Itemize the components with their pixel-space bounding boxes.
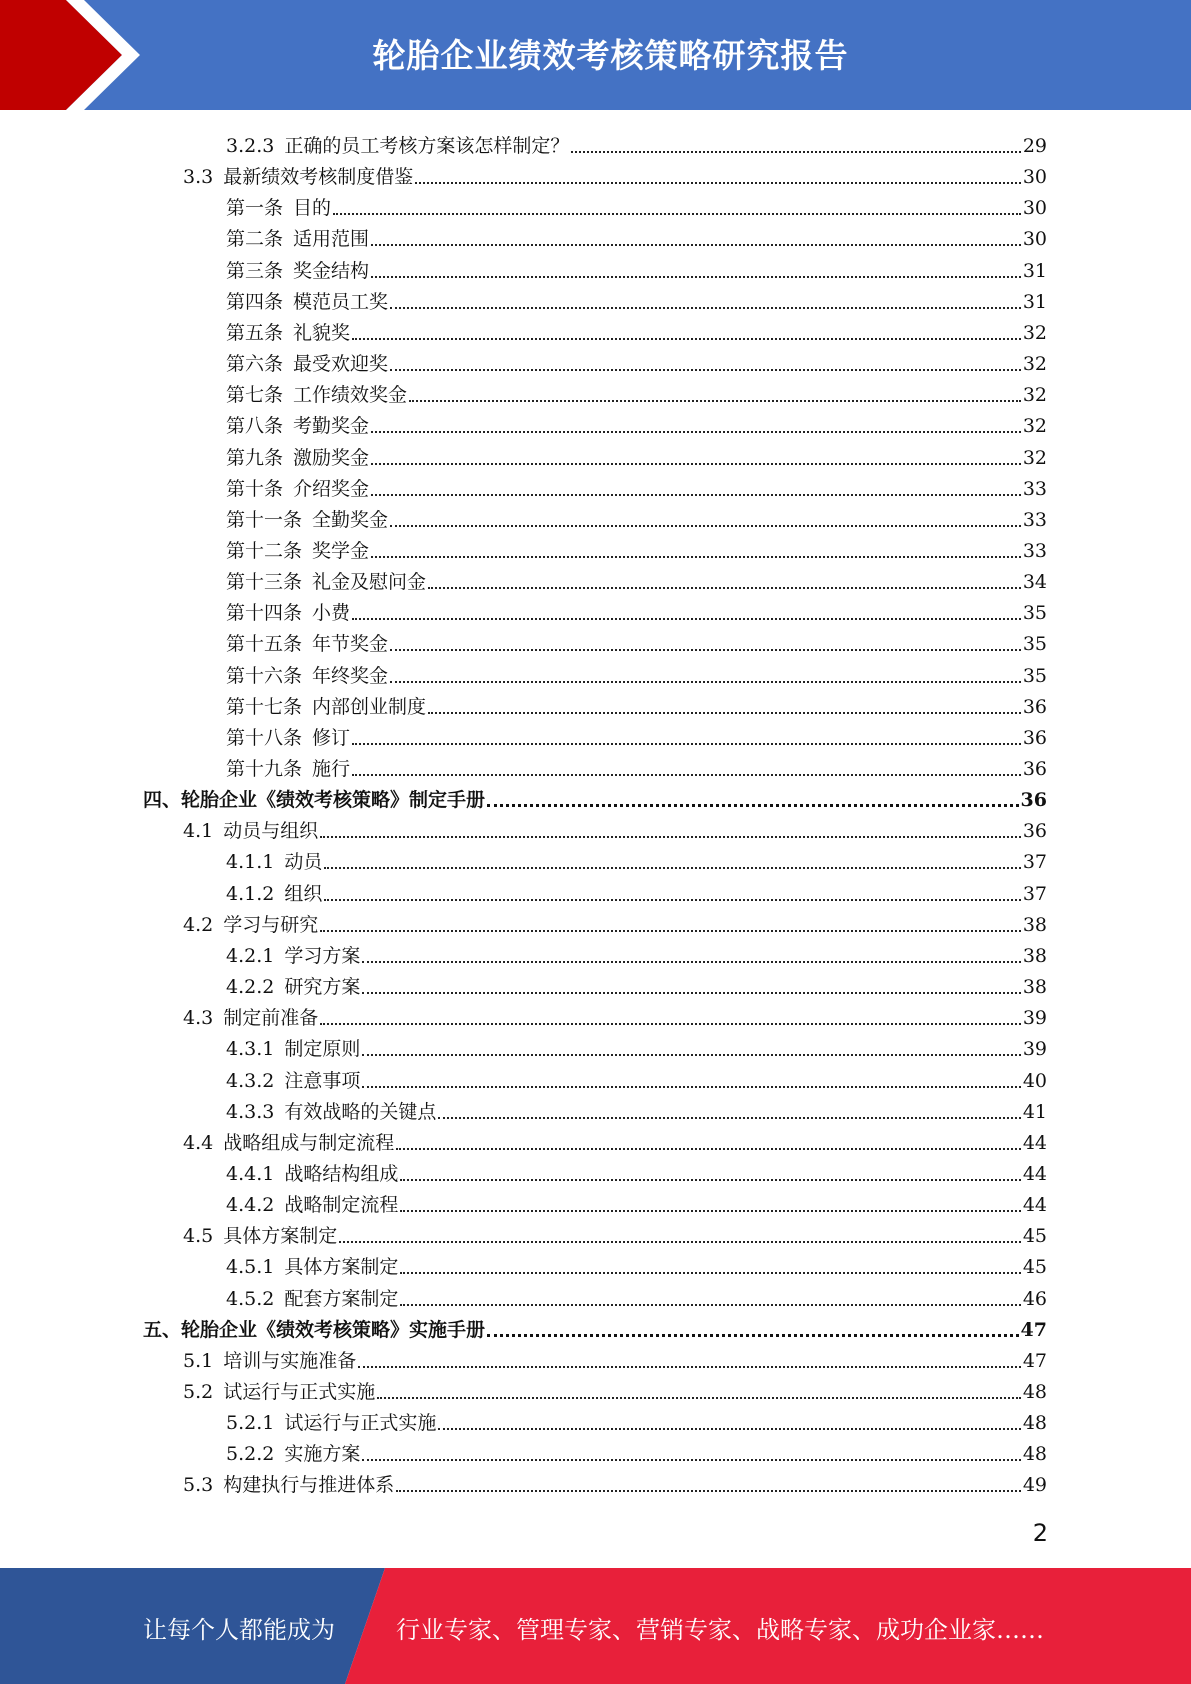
toc-entry-title: 研究方案 (284, 976, 361, 998)
toc-entry-title: 制定前准备 (223, 1007, 319, 1029)
toc-dot-leader (324, 899, 1020, 901)
toc-dot-leader (352, 743, 1021, 745)
toc-dot-leader (415, 182, 1021, 184)
toc-entry-title: 战略组成与制定流程 (223, 1132, 395, 1154)
toc-dot-leader (371, 276, 1021, 278)
toc-entry-title: 具体方案制定 (284, 1256, 399, 1278)
toc-entry-number: 4.1.1 (226, 851, 275, 873)
toc-entry-label (226, 1069, 360, 1094)
toc-entry-page: 36 (1022, 820, 1047, 842)
toc-entry-number: 第三条 (226, 260, 284, 282)
toc-entry[interactable] (226, 1281, 1047, 1312)
toc-entry-title: 施行 (312, 758, 351, 780)
toc-dot-leader (371, 244, 1021, 246)
toc-entry-label (226, 227, 369, 252)
toc-entry[interactable] (226, 1405, 1047, 1436)
toc-dot-leader (428, 712, 1021, 714)
toc-entry-number: 5.1 (183, 1350, 214, 1372)
toc-entry-title: 适用范围 (293, 228, 370, 250)
toc-entry-label (226, 850, 322, 875)
toc-entry-number: 4.5.1 (226, 1256, 275, 1278)
toc-entry-page: 32 (1022, 322, 1047, 344)
toc-entry-label (226, 1411, 436, 1436)
toc-entry[interactable] (226, 1187, 1047, 1218)
toc-entry[interactable] (226, 1156, 1047, 1187)
toc-entry[interactable] (226, 1436, 1047, 1467)
toc-entry-title: 动员与组织 (223, 820, 319, 842)
toc-entry-page: 45 (1022, 1256, 1047, 1278)
toc-entry[interactable] (143, 782, 1047, 813)
toc-entry-number: 第十九条 (226, 758, 303, 780)
toc-entry-page: 48 (1022, 1381, 1047, 1403)
toc-entry-number: 4.4 (183, 1132, 214, 1154)
toc-dot-leader (320, 836, 1021, 838)
page-number: 2 (1032, 1519, 1048, 1547)
toc-entry-title: 学习与研究 (223, 914, 319, 936)
toc-entry-title: 考勤奖金 (293, 415, 370, 437)
toc-entry-label (226, 975, 360, 1000)
toc-dot-leader (390, 369, 1021, 371)
toc-entry[interactable] (183, 1125, 1047, 1156)
toc-entry-title: 模范员工奖 (293, 291, 389, 313)
toc-entry-title: 正确的员工考核方案该怎样制定？ (284, 135, 570, 157)
toc-entry-label (143, 788, 485, 813)
toc-entry-label (226, 508, 388, 533)
toc-entry-number: 第十一条 (226, 509, 303, 531)
toc-entry[interactable] (226, 938, 1047, 969)
toc-entry-number: 4.2.2 (226, 976, 275, 998)
toc-dot-leader (352, 618, 1021, 620)
toc-entry-page: 32 (1022, 415, 1047, 437)
toc-dot-leader (390, 649, 1021, 651)
toc-entry-title: 有效战略的关键点 (284, 1101, 437, 1123)
toc-entry-page: 36 (1022, 758, 1047, 780)
toc-entry-label (226, 632, 388, 657)
toc-entry[interactable] (226, 471, 1047, 502)
toc-entry-page: 34 (1022, 571, 1047, 593)
toc-entry-page: 48 (1022, 1412, 1047, 1434)
toc-entry-page: 44 (1022, 1132, 1047, 1154)
toc-dot-leader (320, 930, 1021, 932)
toc-entry[interactable] (226, 1063, 1047, 1094)
toc-entry-number: 第十六条 (226, 665, 303, 687)
toc-entry-page: 36 (1022, 696, 1047, 718)
toc-entry[interactable] (226, 346, 1047, 377)
toc-entry-label (183, 1349, 356, 1374)
toc-entry[interactable] (183, 1218, 1047, 1249)
toc-entry-label (226, 601, 350, 626)
toc-entry[interactable] (226, 751, 1047, 782)
toc-entry-number: 4.2.1 (226, 945, 275, 967)
toc-entry-label (226, 290, 388, 315)
toc-entry-page: 33 (1022, 478, 1047, 500)
toc-dot-leader (362, 992, 1020, 994)
toc-entry-number: 第五条 (226, 322, 284, 344)
toc-entry-page: 30 (1022, 197, 1047, 219)
toc-entry[interactable] (226, 564, 1047, 595)
toc-entry[interactable] (183, 813, 1047, 844)
toc-dot-leader (487, 1334, 1019, 1337)
toc-dot-leader (333, 213, 1021, 215)
toc-entry-page: 37 (1022, 851, 1047, 873)
toc-entry-number: 4.3.3 (226, 1101, 275, 1123)
toc-entry-page: 47 (1022, 1350, 1047, 1372)
toc-dot-leader (362, 1459, 1020, 1461)
toc-entry-number: 4.1 (183, 820, 214, 842)
toc-entry[interactable] (226, 844, 1047, 875)
toc-entry-title: 激励奖金 (293, 447, 370, 469)
toc-entry-page: 36 (1022, 727, 1047, 749)
footer-slogan-left: 让每个人都能成为 (143, 1616, 335, 1644)
toc-entry-title: 制定原则 (284, 1038, 361, 1060)
toc-entry-number: 第十四条 (226, 602, 303, 624)
toc-entry-title: 内部创业制度 (312, 696, 427, 718)
toc-entry-page: 44 (1022, 1194, 1047, 1216)
toc-entry[interactable] (226, 1249, 1047, 1280)
toc-entry-page: 46 (1022, 1288, 1047, 1310)
toc-entry-title: 介绍奖金 (293, 478, 370, 500)
toc-entry-title: 具体方案制定 (223, 1225, 338, 1247)
toc-entry-label (226, 414, 369, 439)
toc-dot-leader (438, 1117, 1020, 1119)
toc-entry-label (226, 321, 350, 346)
toc-entry[interactable] (183, 907, 1047, 938)
toc-entry[interactable] (226, 720, 1047, 751)
toc-entry-title: 最受欢迎奖 (293, 353, 389, 375)
toc-entry[interactable] (226, 1031, 1047, 1062)
toc-entry-label (226, 134, 569, 159)
toc-dot-leader (362, 1086, 1020, 1088)
toc-entry-label (226, 1100, 436, 1125)
toc-entry[interactable] (226, 595, 1047, 626)
toc-entry-label (183, 1131, 394, 1156)
toc-dot-leader (320, 1023, 1021, 1025)
toc-dot-leader (400, 1272, 1020, 1274)
toc-entry-page: 38 (1022, 945, 1047, 967)
toc-entry-title: 配套方案制定 (284, 1288, 399, 1310)
toc-entry-page: 48 (1022, 1443, 1047, 1465)
toc-entry-label (226, 196, 331, 221)
toc-entry-number: 4.3 (183, 1007, 214, 1029)
toc-entry-page: 33 (1022, 509, 1047, 531)
toc-entry-title: 试运行与正式实施 (284, 1412, 437, 1434)
toc-entry-label (226, 1037, 360, 1062)
toc-entry-number: 4.4.2 (226, 1194, 275, 1216)
toc-entry-page: 45 (1022, 1225, 1047, 1247)
toc-entry-label (183, 1224, 337, 1249)
toc-entry[interactable] (183, 1343, 1047, 1374)
toc-entry[interactable] (226, 626, 1047, 657)
toc-entry-page: 37 (1022, 883, 1047, 905)
toc-entry-title: 礼貌奖 (293, 322, 351, 344)
toc-dot-leader (362, 1054, 1020, 1056)
toc-dot-leader (487, 804, 1019, 807)
toc-entry[interactable] (226, 969, 1047, 1000)
toc-dot-leader (352, 774, 1021, 776)
toc-entry[interactable] (226, 502, 1047, 533)
toc-entry-title: 构建执行与推进体系 (223, 1474, 395, 1496)
toc-dot-leader (339, 1241, 1021, 1243)
toc-dot-leader (390, 525, 1021, 527)
footer-slogan-right: 行业专家、管理专家、营销专家、战略专家、成功企业家…… (396, 1616, 1044, 1644)
toc-entry-page: 44 (1022, 1163, 1047, 1185)
toc-entry-title: 年节奖金 (312, 633, 389, 655)
toc-entry-label (226, 1193, 398, 1218)
toc-entry[interactable] (226, 689, 1047, 720)
toc-entry-label (183, 819, 318, 844)
toc-entry-number: 4.4.1 (226, 1163, 275, 1185)
toc-dot-leader (571, 151, 1020, 153)
toc-entry[interactable] (183, 1467, 1047, 1498)
toc-entry-number: 5.2.2 (226, 1443, 275, 1465)
toc-entry-number: 第九条 (226, 447, 284, 469)
toc-entry-page: 35 (1022, 602, 1047, 624)
toc-entry-page: 32 (1022, 447, 1047, 469)
toc-entry-number: 4.1.2 (226, 883, 275, 905)
toc-entry-page: 38 (1022, 914, 1047, 936)
toc-entry-page: 30 (1022, 166, 1047, 188)
toc-entry-title: 小费 (312, 602, 351, 624)
toc-entry-page: 36 (1020, 789, 1047, 811)
toc-entry-label (226, 757, 350, 782)
toc-entry-number: 第二条 (226, 228, 284, 250)
toc-entry-number: 第一条 (226, 197, 284, 219)
toc-entry[interactable] (226, 533, 1047, 564)
toc-entry-number: 5.2.1 (226, 1412, 275, 1434)
toc-entry-page: 39 (1022, 1007, 1047, 1029)
toc-entry-page: 40 (1022, 1070, 1047, 1092)
toc-entry-label (226, 664, 388, 689)
toc-entry[interactable] (226, 1094, 1047, 1125)
toc-entry[interactable] (183, 159, 1047, 190)
toc-entry-title: 战略结构组成 (284, 1163, 399, 1185)
toc-entry-number: 3.2.3 (226, 135, 275, 157)
toc-entry-label (226, 1162, 398, 1187)
toc-entry-number: 第十八条 (226, 727, 303, 749)
toc-entry-title: 目的 (293, 197, 332, 219)
toc-entry-label (226, 726, 350, 751)
toc-entry-number: 4.3.1 (226, 1038, 275, 1060)
toc-entry-number: 4.5 (183, 1225, 214, 1247)
toc-entry-page: 30 (1022, 228, 1047, 250)
toc-entry-label (183, 1473, 394, 1498)
toc-dot-leader (409, 400, 1021, 402)
toc-entry-page: 32 (1022, 353, 1047, 375)
toc-entry[interactable] (143, 1312, 1047, 1343)
toc-entry-label (226, 539, 369, 564)
toc-entry-number: 3.3 (183, 166, 214, 188)
toc-entry-page: 41 (1022, 1101, 1047, 1123)
toc-entry[interactable] (226, 190, 1047, 221)
toc-entry-label (226, 570, 426, 595)
toc-dot-leader (371, 431, 1021, 433)
toc-entry-page: 47 (1020, 1319, 1047, 1341)
toc-entry-page: 29 (1022, 135, 1047, 157)
toc-dot-leader (400, 1304, 1020, 1306)
toc-dot-leader (428, 587, 1021, 589)
page-footer (0, 1568, 1191, 1684)
toc-entry-label (226, 383, 407, 408)
toc-entry-title: 全勤奖金 (312, 509, 389, 531)
toc-entry-page: 31 (1022, 260, 1047, 282)
toc-entry-number: 第八条 (226, 415, 284, 437)
toc-entry[interactable] (226, 377, 1047, 408)
toc-entry-title: 奖金结构 (293, 260, 370, 282)
toc-entry-page: 35 (1022, 633, 1047, 655)
toc-entry-label (183, 1006, 318, 1031)
toc-entry-label (226, 477, 369, 502)
toc-entry-title: 注意事项 (284, 1070, 361, 1092)
toc-entry-title: 四、轮胎企业《绩效考核策略》制定手册 (143, 789, 486, 811)
toc-entry-label (226, 259, 369, 284)
toc-entry-title: 战略制定流程 (284, 1194, 399, 1216)
toc-entry-label (183, 1380, 375, 1405)
toc-entry[interactable] (226, 876, 1047, 907)
toc-entry-title: 年终奖金 (312, 665, 389, 687)
toc-entry-number: 4.2 (183, 914, 214, 936)
toc-dot-leader (396, 1490, 1021, 1492)
toc-entry-title: 五、轮胎企业《绩效考核策略》实施手册 (143, 1319, 486, 1341)
toc-entry-title: 最新绩效考核制度借鉴 (223, 166, 414, 188)
toc-entry-label (183, 913, 318, 938)
toc-entry-number: 4.5.2 (226, 1288, 275, 1310)
toc-entry-label (143, 1318, 485, 1343)
toc-entry[interactable] (183, 1000, 1047, 1031)
toc-entry-number: 第十二条 (226, 540, 303, 562)
toc-entry-label (226, 446, 369, 471)
toc-entry-title: 组织 (284, 883, 323, 905)
toc-entry-label (226, 1255, 398, 1280)
toc-entry-number: 5.2 (183, 1381, 214, 1403)
toc-entry-title: 学习方案 (284, 945, 361, 967)
toc-entry-number: 第十七条 (226, 696, 303, 718)
toc-entry-title: 奖学金 (312, 540, 370, 562)
toc-entry[interactable] (226, 658, 1047, 689)
toc-entry-title: 实施方案 (284, 1443, 361, 1465)
toc-entry-title: 工作绩效奖金 (293, 384, 408, 406)
toc-entry-number: 第六条 (226, 353, 284, 375)
toc-entry-number: 第十条 (226, 478, 284, 500)
toc-entry-number: 4.3.2 (226, 1070, 275, 1092)
toc-entry-number: 第十五条 (226, 633, 303, 655)
toc-dot-leader (390, 681, 1021, 683)
toc-dot-leader (400, 1179, 1020, 1181)
toc-entry-page: 38 (1022, 976, 1047, 998)
toc-entry-number: 第七条 (226, 384, 284, 406)
toc-entry-title: 试运行与正式实施 (223, 1381, 376, 1403)
toc-entry-number: 5.3 (183, 1474, 214, 1496)
toc-entry-page: 49 (1022, 1474, 1047, 1496)
toc-entry[interactable] (226, 221, 1047, 252)
toc-entry-title: 礼金及慰问金 (312, 571, 427, 593)
toc-dot-leader (396, 1148, 1021, 1150)
toc-entry-label (226, 1287, 398, 1312)
toc-dot-leader (352, 338, 1021, 340)
toc-entry-title: 修订 (312, 727, 351, 749)
toc-entry-label (226, 695, 426, 720)
report-title: 轮胎企业绩效考核策略研究报告 (372, 36, 849, 75)
toc-entry-page: 39 (1022, 1038, 1047, 1060)
toc-entry-title: 动员 (284, 851, 323, 873)
toc-entry-title: 培训与实施准备 (223, 1350, 357, 1372)
page-header (0, 0, 1191, 110)
toc-entry[interactable] (226, 315, 1047, 346)
toc-entry[interactable] (226, 408, 1047, 439)
toc-entry-page: 32 (1022, 384, 1047, 406)
toc-entry-page: 33 (1022, 540, 1047, 562)
toc-entry[interactable] (226, 128, 1047, 159)
toc-entry[interactable] (183, 1374, 1047, 1405)
toc-dot-leader (371, 494, 1021, 496)
toc-dot-leader (377, 1397, 1021, 1399)
toc-entry-label (183, 165, 413, 190)
toc-entry[interactable] (226, 284, 1047, 315)
toc-entry-label (226, 1442, 360, 1467)
toc-entry-page: 31 (1022, 291, 1047, 313)
toc-dot-leader (390, 307, 1021, 309)
toc-entry-label (226, 944, 360, 969)
toc-dot-leader (438, 1428, 1020, 1430)
toc-entry[interactable] (226, 253, 1047, 284)
toc-dot-leader (358, 1366, 1021, 1368)
toc-dot-leader (371, 463, 1021, 465)
toc-entry[interactable] (226, 440, 1047, 471)
toc-entry-label (226, 882, 322, 907)
toc-dot-leader (371, 556, 1021, 558)
toc-entry-label (226, 352, 388, 377)
toc-dot-leader (324, 867, 1020, 869)
toc-entry-number: 第四条 (226, 291, 284, 313)
toc-entry-page: 35 (1022, 665, 1047, 687)
toc-entry-number: 第十三条 (226, 571, 303, 593)
toc-dot-leader (400, 1210, 1020, 1212)
toc-dot-leader (362, 961, 1020, 963)
